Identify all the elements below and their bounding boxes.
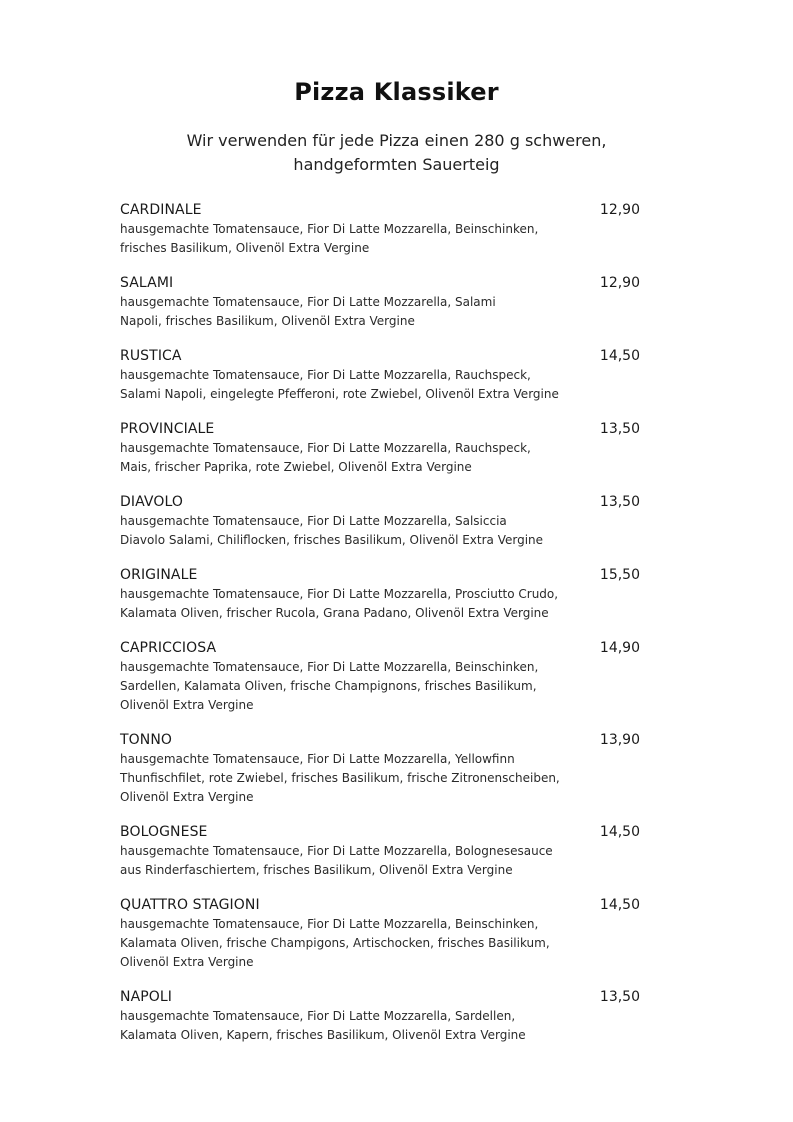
menu-item-name: NAPOLI: [120, 989, 173, 1005]
menu-item-price: 12,90: [599, 202, 640, 218]
menu-item-description-line: Napoli, frisches Basilikum, Olivenöl Extra Vergine: [120, 314, 415, 328]
menu-item-header: [120, 565, 640, 585]
menu-item: [120, 492, 640, 550]
menu-item-description-line: hausgemachte Tomatensauce, Fior Di Latte Mozzarella, Beinschinken,: [120, 917, 539, 931]
menu-item-description-line: Olivenöl Extra Vergine: [120, 955, 254, 969]
menu-item-price: 14,90: [599, 640, 640, 656]
menu-item-description-line: Olivenöl Extra Vergine: [120, 790, 254, 804]
menu-item-description-line: Mais, frischer Paprika, rote Zwiebel, Olivenöl Extra Vergine: [120, 460, 472, 474]
menu-item-description-line: hausgemachte Tomatensauce, Fior Di Latte Mozzarella, Beinschinken,: [120, 660, 539, 674]
menu-item-price: 14,50: [599, 824, 640, 840]
page-subtitle: [0, 129, 793, 177]
menu-list: [120, 200, 640, 1060]
subtitle-line: handgeformten Sauerteig: [293, 155, 500, 174]
menu-item: [120, 200, 640, 258]
menu-item-price: 14,50: [599, 348, 640, 364]
menu-item: [120, 895, 640, 972]
menu-item-description-line: hausgemachte Tomatensauce, Fior Di Latte Mozzarella, Rauchspeck,: [120, 368, 531, 382]
menu-item: [120, 638, 640, 715]
menu-item-name: TONNO: [120, 732, 173, 748]
menu-item-header: [120, 987, 640, 1007]
menu-item-name: ORIGINALE: [120, 567, 198, 583]
menu-item-description: [120, 293, 580, 331]
menu-item-description-line: Diavolo Salami, Chiliflocken, frisches Basilikum, Olivenöl Extra Vergine: [120, 533, 544, 547]
menu-item-description-line: hausgemachte Tomatensauce, Fior Di Latte Mozzarella, Salami: [120, 295, 496, 309]
menu-item-name: DIAVOLO: [120, 494, 183, 510]
menu-item-header: [120, 822, 640, 842]
menu-item-description-line: Salami Napoli, eingelegte Pfefferoni, rote Zwiebel, Olivenöl Extra Vergine: [120, 387, 559, 401]
menu-item-header: [120, 419, 640, 439]
menu-item-description: [120, 220, 580, 258]
menu-item-description: [120, 366, 580, 404]
menu-item-description-line: hausgemachte Tomatensauce, Fior Di Latte Mozzarella, Salsiccia: [120, 514, 507, 528]
menu-item-description-line: Sardellen, Kalamata Oliven, frische Champignons, frisches Basilikum,: [120, 679, 537, 693]
menu-item-description: [120, 750, 580, 807]
menu-item-description: [120, 658, 580, 715]
menu-item-name: PROVINCIALE: [120, 421, 215, 437]
menu-item-name: QUATTRO STAGIONI: [120, 897, 260, 913]
menu-item-price: 15,50: [599, 567, 640, 583]
menu-item-description-line: hausgemachte Tomatensauce, Fior Di Latte Mozzarella, Beinschinken,: [120, 222, 539, 236]
menu-item-name: CARDINALE: [120, 202, 202, 218]
menu-item: [120, 822, 640, 880]
menu-item-description-line: aus Rinderfaschiertem, frisches Basilikum, Olivenöl Extra Vergine: [120, 863, 513, 877]
menu-item-description-line: hausgemachte Tomatensauce, Fior Di Latte Mozzarella, Prosciutto Crudo,: [120, 587, 559, 601]
menu-item-description-line: hausgemachte Tomatensauce, Fior Di Latte Mozzarella, Yellowfinn: [120, 752, 515, 766]
menu-item-description-line: Kalamata Oliven, Kapern, frisches Basilikum, Olivenöl Extra Vergine: [120, 1028, 526, 1042]
menu-item-description: [120, 842, 580, 880]
menu-item: [120, 730, 640, 807]
menu-item-price: 13,90: [599, 732, 640, 748]
menu-item-price: 13,50: [599, 494, 640, 510]
menu-item: [120, 273, 640, 331]
menu-item-name: BOLOGNESE: [120, 824, 208, 840]
menu-item-description-line: frisches Basilikum, Olivenöl Extra Vergine: [120, 241, 370, 255]
menu-item-header: [120, 346, 640, 366]
menu-item-description-line: Olivenöl Extra Vergine: [120, 698, 254, 712]
menu-item-price: 13,50: [599, 421, 640, 437]
menu-item-description-line: hausgemachte Tomatensauce, Fior Di Latte Mozzarella, Rauchspeck,: [120, 441, 531, 455]
menu-item-description-line: Thunfischfilet, rote Zwiebel, frisches Basilikum, frische Zitronenscheiben,: [120, 771, 560, 785]
menu-item-description: [120, 1007, 580, 1045]
menu-item: [120, 346, 640, 404]
page-title: Pizza Klassiker: [294, 78, 499, 106]
menu-item-name: CAPRICCIOSA: [120, 640, 217, 656]
menu-item-description-line: Kalamata Oliven, frische Champigons, Artischocken, frisches Basilikum,: [120, 936, 550, 950]
menu-item-description-line: hausgemachte Tomatensauce, Fior Di Latte Mozzarella, Sardellen,: [120, 1009, 516, 1023]
menu-item-price: 14,50: [599, 897, 640, 913]
menu-item-header: [120, 492, 640, 512]
menu-item-header: [120, 730, 640, 750]
menu-item-name: SALAMI: [120, 275, 174, 291]
menu-item: [120, 419, 640, 477]
menu-item-description: [120, 512, 580, 550]
menu-item-price: 12,90: [599, 275, 640, 291]
menu-item-description-line: Kalamata Oliven, frischer Rucola, Grana Padano, Olivenöl Extra Vergine: [120, 606, 549, 620]
menu-item-header: [120, 895, 640, 915]
menu-item-name: RUSTICA: [120, 348, 182, 364]
subtitle-line: Wir verwenden für jede Pizza einen 280 g schweren,: [186, 131, 607, 150]
menu-item-description: [120, 915, 580, 972]
menu-item-description: [120, 439, 580, 477]
menu-item-price: 13,50: [599, 989, 640, 1005]
menu-item-description: [120, 585, 580, 623]
menu-item-header: [120, 273, 640, 293]
menu-item: [120, 987, 640, 1045]
menu-item: [120, 565, 640, 623]
menu-item-header: [120, 200, 640, 220]
menu-item-description-line: hausgemachte Tomatensauce, Fior Di Latte Mozzarella, Bolognesesauce: [120, 844, 553, 858]
menu-item-header: [120, 638, 640, 658]
